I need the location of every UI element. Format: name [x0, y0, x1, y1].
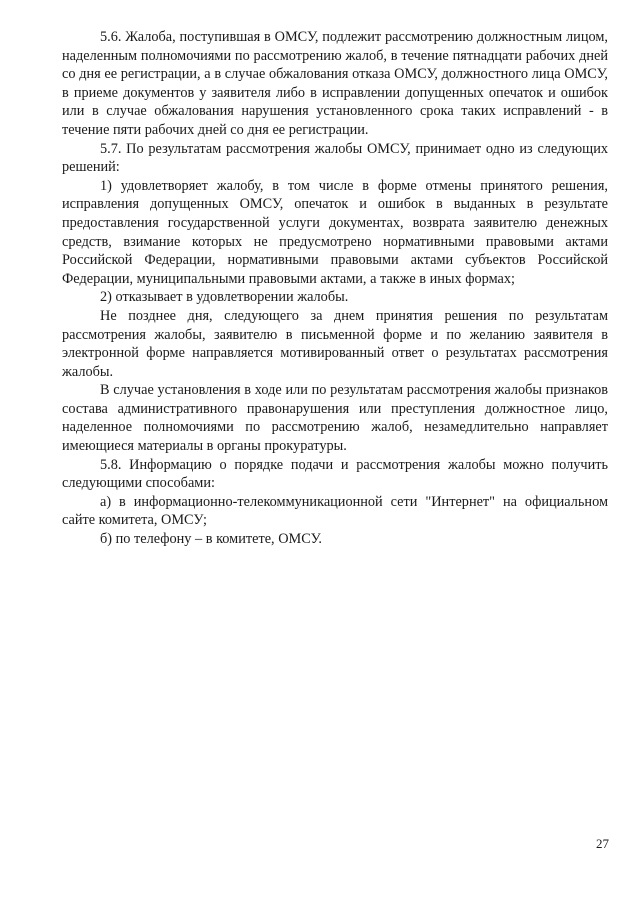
list-item-info-b: б) по телефону – в комитете, ОМСУ. — [100, 531, 322, 548]
list-item-decision-2: 2) отказывает в удовлетворении жалобы. — [100, 289, 349, 306]
paragraph-prosecution: В случае установления в ходе или по результатам рассмотрения жалобы признаков состава административного правонарушения или преступления должностное лицо, наделенное полномочиями по рассмотрению жалоб, незамедлительно направляет имеющиеся материалы в органы прокуратуры. — [62, 382, 608, 455]
page-number: 27 — [596, 836, 609, 851]
paragraph-5-7: 5.7. По результатам рассмотрения жалобы ОМСУ, принимает одно из следующих решений: — [62, 140, 608, 176]
paragraph-5-8: 5.8. Информацию о порядке подачи и рассмотрения жалобы можно получить следующими способами: — [62, 456, 608, 492]
list-item-info-a: а) в информационно-телекоммуникационной сети "Интернет" на официальном сайте комитета, ОМСУ; — [62, 493, 608, 529]
list-item-decision-1: 1) удовлетворяет жалобу, в том числе в форме отмены принятого решения, исправления допущенных ОМСУ, опечаток и ошибок в выданных в результате предоставления государственной услуги документах, возврата заявителю денежных средств, взимание которых не предусмотрено нормативными правовыми актами Российской Федерации, нормативными правовыми актами субъектов Российской Федерации, муниципальными правовыми актами, а также в иных формах; — [62, 177, 608, 287]
document-body — [62, 28, 608, 549]
paragraph-response-deadline: Не позднее дня, следующего за днем принятия решения по результатам рассмотрения жалобы, заявителю в письменной форме и по желанию заявителя в электронной форме направляется мотивированный ответ о результатах рассмотрения жалобы. — [62, 307, 608, 380]
paragraph-5-6: 5.6. Жалоба, поступившая в ОМСУ, подлежит рассмотрению должностным лицом, наделенным полномочиями по рассмотрению жалоб, в течение пятнадцати рабочих дней со дня ее регистрации, а в случае обжалования отказа ОМСУ, должностного лица ОМСУ, в приеме документов у заявителя либо в исправлении допущенных опечаток и ошибок или в случае обжалования нарушения установленного срока таких исправлений - в течение пяти рабочих дней со дня ее регистрации. — [62, 29, 608, 138]
